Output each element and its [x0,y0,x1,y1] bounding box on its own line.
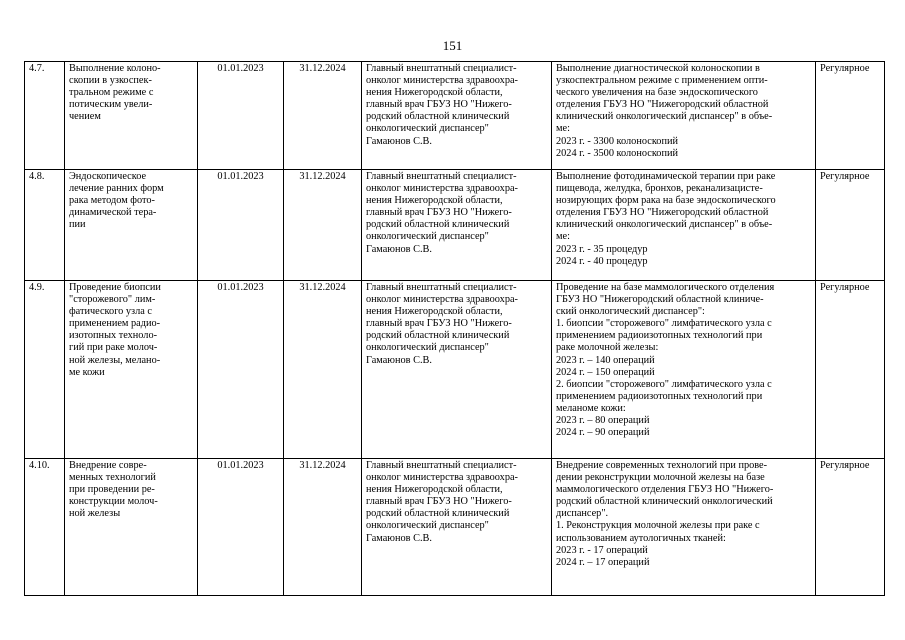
table-row [25,170,885,281]
responsible-cell: Главный внештатный специалист- онколог министерства здравоохра- нения Нижегородской области, главный врач ГБУЗ НО "Нижего- родский областной клинический онкологический диспансер" Гамаюнов С.В. [362,459,552,596]
status-cell: Регулярное [816,281,885,459]
activity-cell: Проведение биопсии "сторожевого" лим- фатического узла с применением радио- изотопных техноло- гий при раке молоч- ной железы, мелано- ме кожи [65,281,198,459]
status-cell: Регулярное [816,170,885,281]
activity-cell: Эндоскопическое лечение ранних форм рака методом фото- динамической тера- пии [65,170,198,281]
end-date-cell: 31.12.2024 [284,170,362,281]
responsible-cell: Главный внештатный специалист- онколог министерства здравоохра- нения Нижегородской области, главный врач ГБУЗ НО "Нижего- родский областной клинический онкологический диспансер" Гамаюнов С.В. [362,281,552,459]
result-cell: Внедрение современных технологий при прове- дении реконструкции молочной железы на базе маммологического отделения ГБУЗ НО "Нижего- родский областной клинический онкологический диспансер". 1. Реконструкция молочной железы при раке с использованием аутологичных тканей: 2023 г. - 17 операций 2024 г. – 17 операций [552,459,816,596]
end-date-cell: 31.12.2024 [284,459,362,596]
end-date-cell: 31.12.2024 [284,281,362,459]
status-cell: Регулярное [816,62,885,170]
start-date-cell: 01.01.2023 [198,281,284,459]
end-date-cell: 31.12.2024 [284,62,362,170]
table-row [25,459,885,596]
responsible-cell: Главный внештатный специалист- онколог министерства здравоохра- нения Нижегородской области, главный врач ГБУЗ НО "Нижего- родский областной клинический онкологический диспансер" Гамаюнов С.В. [362,170,552,281]
row-number: 4.8. [25,170,65,281]
activity-cell: Выполнение колоно- скопии в узкоспек- тральном режиме с потическим увели- чением [65,62,198,170]
measures-table [24,61,885,596]
result-cell: Проведение на базе маммологического отделения ГБУЗ НО "Нижегородский областной клиниче- ский онкологический диспансер": 1. биопсии "сторожевого" лимфатического узла с применением радиоизотопных технологий при раке молочной железы: 2023 г. – 140 операций 2024 г. – 150 операций 2. биопсии "сторожевого" лимфатического узла с применением радиоизотопных технологий при меланоме кожи: 2023 г. – 80 операций 2024 г. – 90 операций [552,281,816,459]
page-number: 151 [442,38,463,53]
table-row [25,281,885,459]
start-date-cell: 01.01.2023 [198,62,284,170]
row-number: 4.10. [25,459,65,596]
result-cell: Выполнение фотодинамической терапии при раке пищевода, желудка, бронхов, реканализацисте- нозирующих форм рака на базе эндоскопического отделения ГБУЗ НО "Нижегородский областной клинический онкологический диспансер" в объе- ме: 2023 г. - 35 процедур 2024 г. - 40 процедур [552,170,816,281]
row-number: 4.9. [25,281,65,459]
result-cell: Выполнение диагностической колоноскопии в узкоспектральном режиме с применением опти- ческого увеличения на базе эндоскопического отделения ГБУЗ НО "Нижегородский областной клинический онкологический диспансер" в объе- ме: 2023 г. - 3300 колоноскопий 2024 г. - 3500 колоноскопий [552,62,816,170]
start-date-cell: 01.01.2023 [198,459,284,596]
start-date-cell: 01.01.2023 [198,170,284,281]
row-number: 4.7. [25,62,65,170]
responsible-cell: Главный внештатный специалист- онколог министерства здравоохра- нения Нижегородской области, главный врач ГБУЗ НО "Нижего- родский областной клинический онкологический диспансер" Гамаюнов С.В. [362,62,552,170]
activity-cell: Внедрение совре- менных технологий при проведении ре- конструкции молоч- ной железы [65,459,198,596]
status-cell: Регулярное [816,459,885,596]
table-row [25,62,885,170]
